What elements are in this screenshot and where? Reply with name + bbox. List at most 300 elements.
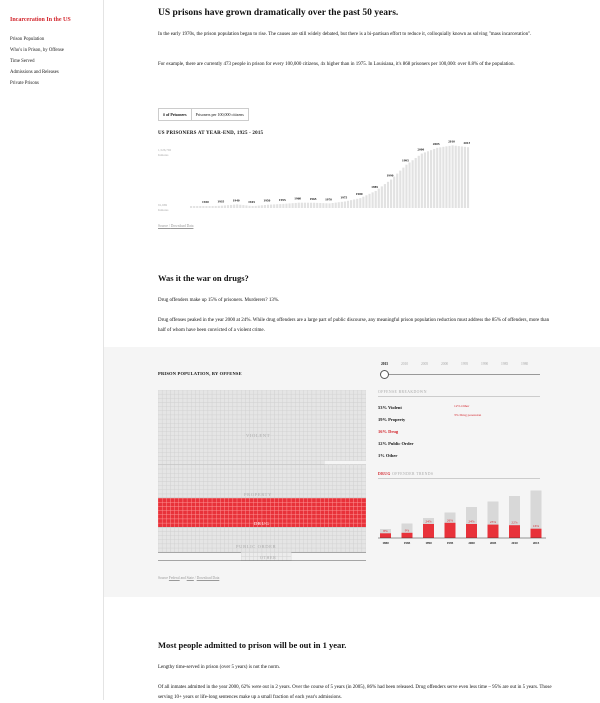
drug-cell xyxy=(266,515,270,519)
drug-cell xyxy=(175,515,179,519)
source-state-link[interactable]: State xyxy=(186,576,194,580)
property-cell xyxy=(266,469,270,473)
violent-cell xyxy=(291,407,295,411)
property-cell xyxy=(308,482,312,486)
download-data-link[interactable]: Download Data xyxy=(170,224,194,228)
property-cell xyxy=(166,482,170,486)
violent-cell xyxy=(237,398,241,402)
violent-cell xyxy=(162,423,166,427)
violent-cell xyxy=(358,419,362,423)
violent-cell xyxy=(200,436,204,440)
drug-cell xyxy=(170,506,174,510)
public-order-cell xyxy=(283,548,287,552)
toggle-num-prisoners[interactable]: # of Prisoners xyxy=(159,109,192,120)
violent-cell xyxy=(299,461,303,465)
property-cell xyxy=(245,465,249,469)
violent-cell xyxy=(166,394,170,398)
violent-cell xyxy=(212,440,216,444)
public-order-cell xyxy=(337,536,341,540)
drug-value-label: 26% xyxy=(446,518,454,523)
violent-cell xyxy=(329,448,333,452)
violent-cell xyxy=(266,407,270,411)
drug-cell xyxy=(358,511,362,515)
public-order-cell xyxy=(270,527,274,531)
violent-cell xyxy=(220,457,224,461)
property-cell xyxy=(345,473,349,477)
public-order-cell xyxy=(233,531,237,535)
property-cell xyxy=(258,482,262,486)
violent-cell xyxy=(162,407,166,411)
violent-cell xyxy=(312,432,316,436)
public-order-cell xyxy=(175,548,179,552)
violent-cell xyxy=(308,407,312,411)
violent-cell xyxy=(279,415,283,419)
violent-cell xyxy=(158,461,162,465)
violent-cell xyxy=(245,461,249,465)
violent-cell xyxy=(266,402,270,406)
violent-cell xyxy=(162,452,166,456)
property-cell xyxy=(162,473,166,477)
prisoners-bar xyxy=(301,203,303,208)
other-cell xyxy=(250,556,254,560)
drug-cell xyxy=(274,502,278,506)
violent-cell xyxy=(225,415,229,419)
public-order-cell xyxy=(362,536,366,540)
public-order-cell xyxy=(304,544,308,548)
violent-cell xyxy=(195,448,199,452)
violent-cell xyxy=(195,444,199,448)
drug-cell xyxy=(274,511,278,515)
violent-cell xyxy=(262,444,266,448)
violent-cell xyxy=(220,390,224,394)
violent-cell xyxy=(333,440,337,444)
drug-cell xyxy=(212,511,216,515)
drug-cell xyxy=(337,523,341,527)
public-order-cell xyxy=(349,540,353,544)
sidebar-item-prison-population[interactable]: Prison Population xyxy=(10,37,45,42)
violent-cell xyxy=(362,415,366,419)
violent-cell xyxy=(225,398,229,402)
property-cell xyxy=(208,494,212,498)
violent-cell xyxy=(220,448,224,452)
violent-cell xyxy=(333,415,337,419)
drug-cell xyxy=(274,515,278,519)
sidebar-item-by-offense[interactable]: Who's in Prison, by Offense xyxy=(10,48,64,53)
drug-cell xyxy=(266,498,270,502)
violent-cell xyxy=(341,419,345,423)
violent-cell xyxy=(250,423,254,427)
violent-cell xyxy=(262,407,266,411)
public-order-cell xyxy=(241,531,245,535)
drug-cell xyxy=(233,498,237,502)
violent-cell xyxy=(195,432,199,436)
property-cell xyxy=(320,477,324,481)
violent-cell xyxy=(320,402,324,406)
property-cell xyxy=(158,473,162,477)
year-2000[interactable]: 2000 xyxy=(441,362,449,366)
public-order-cell xyxy=(204,540,208,544)
violent-cell xyxy=(262,461,266,465)
drug-cell xyxy=(204,506,208,510)
violent-cell xyxy=(245,402,249,406)
year-1995[interactable]: 1995 xyxy=(461,362,469,366)
drug-cell xyxy=(245,502,249,506)
public-order-cell xyxy=(291,531,295,535)
violent-cell xyxy=(216,427,220,431)
violent-cell xyxy=(204,452,208,456)
drug-cell xyxy=(337,502,341,506)
drug-cell xyxy=(320,498,324,502)
property-cell xyxy=(337,473,341,477)
year-slider-handle[interactable] xyxy=(380,370,389,379)
violent-cell xyxy=(204,394,208,398)
violent-cell xyxy=(362,444,366,448)
year-1985[interactable]: 1985 xyxy=(501,362,509,366)
year-1980[interactable]: 1980 xyxy=(521,362,529,366)
violent-cell xyxy=(337,436,341,440)
violent-cell xyxy=(229,402,233,406)
violent-cell xyxy=(270,394,274,398)
violent-cell xyxy=(316,398,320,402)
violent-cell xyxy=(195,423,199,427)
drug-cell xyxy=(220,515,224,519)
property-cell xyxy=(262,482,266,486)
violent-cell xyxy=(349,444,353,448)
violent-cell xyxy=(312,394,316,398)
public-order-cell xyxy=(258,536,262,540)
prisoners-bar xyxy=(248,206,250,208)
site-title[interactable]: Incarceration In the US xyxy=(10,17,71,23)
public-order-cell xyxy=(329,531,333,535)
violent-cell xyxy=(304,411,308,415)
other-cell xyxy=(241,556,245,560)
prisoners-bar xyxy=(227,205,229,208)
year-label: 1930 xyxy=(202,200,209,204)
sidebar-item-time-served[interactable]: Time Served xyxy=(10,59,35,64)
public-order-cell xyxy=(316,531,320,535)
property-cell xyxy=(320,494,324,498)
property-cell xyxy=(329,486,333,490)
drug-cell xyxy=(287,502,291,506)
drug-cell xyxy=(312,511,316,515)
violent-cell xyxy=(308,461,312,465)
violent-cell xyxy=(179,461,183,465)
violent-cell xyxy=(270,390,274,394)
violent-cell xyxy=(295,427,299,431)
violent-cell xyxy=(345,432,349,436)
property-cell xyxy=(233,465,237,469)
public-order-cell xyxy=(220,540,224,544)
drug-cell xyxy=(362,519,366,523)
drug-cell xyxy=(333,502,337,506)
violent-cell xyxy=(229,411,233,415)
violent-cell xyxy=(312,411,316,415)
public-order-cell xyxy=(362,527,366,531)
violent-cell xyxy=(216,402,220,406)
public-order-cell xyxy=(287,531,291,535)
drug-cell xyxy=(262,511,266,515)
download-data-link-2[interactable]: Download Data xyxy=(196,576,220,580)
public-order-cell xyxy=(266,531,270,535)
property-cell xyxy=(170,494,174,498)
violent-cell xyxy=(158,407,162,411)
violent-cell xyxy=(341,448,345,452)
violent-cell xyxy=(304,436,308,440)
property-cell xyxy=(208,486,212,490)
section1-paragraph-1: In the early 1970s, the prison population began to rise. The causes are still widely debated, but there is a bi-partisan effort to reduce it, colloquially known as solving "mass incarceration". xyxy=(158,32,532,37)
year-2010[interactable]: 2010 xyxy=(401,362,409,366)
drug-cell xyxy=(187,519,191,523)
property-cell xyxy=(191,477,195,481)
drug-cell xyxy=(362,511,366,515)
public-order-cell xyxy=(175,540,179,544)
violent-cell xyxy=(233,423,237,427)
property-cell xyxy=(283,490,287,494)
year-2015[interactable]: 2015 xyxy=(381,362,389,366)
violent-cell xyxy=(362,440,366,444)
property-cell xyxy=(229,465,233,469)
public-order-cell xyxy=(254,536,258,540)
violent-cell xyxy=(324,411,328,415)
toggle-per-100k[interactable]: Prisoners per 100,000 citizens xyxy=(195,112,244,117)
violent-cell xyxy=(316,452,320,456)
violent-cell xyxy=(354,407,358,411)
violent-cell xyxy=(216,436,220,440)
public-order-cell xyxy=(283,544,287,548)
public-order-cell xyxy=(191,544,195,548)
violent-cell xyxy=(162,402,166,406)
sidebar-item-admissions[interactable]: Admissions and Releases xyxy=(10,70,59,75)
public-order-cell xyxy=(362,544,366,548)
violent-cell xyxy=(329,407,333,411)
violent-cell xyxy=(274,440,278,444)
violent-cell xyxy=(324,448,328,452)
violent-cell xyxy=(179,436,183,440)
violent-cell xyxy=(320,436,324,440)
year-1990[interactable]: 1990 xyxy=(481,362,489,366)
drug-bar xyxy=(466,524,477,538)
prisoners-bar xyxy=(332,203,334,208)
public-order-cell xyxy=(299,527,303,531)
public-order-cell xyxy=(250,527,254,531)
drug-cell xyxy=(250,506,254,510)
public-order-cell xyxy=(158,544,162,548)
violent-cell xyxy=(320,394,324,398)
violent-cell xyxy=(245,398,249,402)
violent-cell xyxy=(158,436,162,440)
violent-cell xyxy=(258,419,262,423)
prisoners-bar xyxy=(245,205,247,208)
violent-cell xyxy=(241,411,245,415)
public-order-cell xyxy=(291,540,295,544)
property-cell xyxy=(291,494,295,498)
violent-cell xyxy=(349,457,353,461)
property-cell xyxy=(349,473,353,477)
violent-cell xyxy=(283,398,287,402)
drug-cell xyxy=(187,511,191,515)
violent-cell xyxy=(324,432,328,436)
property-cell xyxy=(158,465,162,469)
violent-cell xyxy=(183,432,187,436)
violent-cell xyxy=(287,394,291,398)
property-cell xyxy=(254,482,258,486)
property-cell xyxy=(291,469,295,473)
violent-cell xyxy=(258,398,262,402)
public-order-cell xyxy=(349,544,353,548)
property-cell xyxy=(299,482,303,486)
year-label: 1945 xyxy=(248,200,255,204)
public-order-cell xyxy=(279,540,283,544)
violent-cell xyxy=(220,398,224,402)
violent-cell xyxy=(349,432,353,436)
violent-cell xyxy=(291,457,295,461)
property-cell xyxy=(183,490,187,494)
violent-cell xyxy=(362,457,366,461)
property-cell xyxy=(191,473,195,477)
violent-cell xyxy=(329,427,333,431)
violent-cell xyxy=(291,423,295,427)
public-order-cell xyxy=(220,536,224,540)
property-cell xyxy=(266,482,270,486)
violent-cell xyxy=(166,402,170,406)
violent-cell xyxy=(299,448,303,452)
violent-cell xyxy=(183,419,187,423)
violent-cell xyxy=(158,394,162,398)
prisoners-bar xyxy=(412,160,414,208)
property-cell xyxy=(312,490,316,494)
violent-cell xyxy=(333,457,337,461)
violent-cell xyxy=(270,444,274,448)
source-link[interactable]: Source xyxy=(158,224,168,228)
violent-cell xyxy=(312,415,316,419)
drug-cell xyxy=(158,523,162,527)
violent-cell xyxy=(349,423,353,427)
violent-cell xyxy=(220,436,224,440)
violent-cell xyxy=(254,461,258,465)
drug-cell xyxy=(341,498,345,502)
violent-cell xyxy=(266,394,270,398)
prisoners-bar xyxy=(399,171,401,208)
prisoners-bar xyxy=(193,206,195,208)
public-order-cell xyxy=(279,527,283,531)
public-order-cell xyxy=(274,536,278,540)
violent-cell xyxy=(233,402,237,406)
drug-cell xyxy=(308,511,312,515)
property-cell xyxy=(237,490,241,494)
property-cell xyxy=(250,469,254,473)
drug-cell xyxy=(191,506,195,510)
violent-cell xyxy=(283,427,287,431)
property-cell xyxy=(316,490,320,494)
property-cell xyxy=(179,465,183,469)
property-cell xyxy=(254,465,258,469)
public-order-cell xyxy=(208,544,212,548)
drug-cell xyxy=(304,511,308,515)
violent-cell xyxy=(212,448,216,452)
violent-cell xyxy=(175,436,179,440)
property-cell xyxy=(354,473,358,477)
property-cell xyxy=(191,465,195,469)
violent-cell xyxy=(329,415,333,419)
violent-cell xyxy=(237,461,241,465)
public-order-cell xyxy=(333,527,337,531)
violent-cell xyxy=(270,432,274,436)
violent-cell xyxy=(324,407,328,411)
violent-cell xyxy=(241,423,245,427)
sidebar-item-private-prisons[interactable]: Private Prisons xyxy=(10,81,39,86)
violent-cell xyxy=(187,402,191,406)
drug-cell xyxy=(200,515,204,519)
violent-cell xyxy=(312,444,316,448)
violent-cell xyxy=(341,440,345,444)
drug-cell xyxy=(354,519,358,523)
year-slider-track[interactable] xyxy=(384,374,540,375)
drug-cell xyxy=(287,506,291,510)
property-cell xyxy=(324,482,328,486)
drug-cell xyxy=(358,498,362,502)
violent-cell xyxy=(212,402,216,406)
violent-cell xyxy=(258,444,262,448)
violent-cell xyxy=(229,419,233,423)
prisoners-bar xyxy=(335,203,337,208)
violent-cell xyxy=(291,398,295,402)
drug-cell xyxy=(320,511,324,515)
prisoners-bar xyxy=(304,203,306,208)
drug-cell xyxy=(349,515,353,519)
drug-cell xyxy=(316,519,320,523)
property-cell xyxy=(287,465,291,469)
prisoners-bar xyxy=(350,200,352,208)
prisoners-bar xyxy=(433,149,435,208)
property-cell xyxy=(299,469,303,473)
violent-cell xyxy=(245,448,249,452)
property-cell xyxy=(299,477,303,481)
prisoners-bar xyxy=(242,205,244,208)
violent-cell xyxy=(162,432,166,436)
prisoners-bar xyxy=(298,203,300,208)
drug-cell xyxy=(195,515,199,519)
drug-cell xyxy=(324,498,328,502)
public-order-cell xyxy=(354,540,358,544)
public-order-cell xyxy=(216,548,220,552)
violent-cell xyxy=(254,394,258,398)
violent-cell xyxy=(162,390,166,394)
violent-cell xyxy=(220,394,224,398)
violent-cell xyxy=(299,402,303,406)
year-2005[interactable]: 2005 xyxy=(421,362,429,366)
violent-cell xyxy=(270,457,274,461)
drug-cell xyxy=(245,523,249,527)
public-order-cell xyxy=(166,540,170,544)
drug-cell xyxy=(200,498,204,502)
drug-cell xyxy=(158,502,162,506)
violent-cell xyxy=(225,419,229,423)
violent-cell xyxy=(349,398,353,402)
public-order-cell xyxy=(170,527,174,531)
drug-trend-chart xyxy=(378,483,546,549)
drug-cell xyxy=(345,498,349,502)
public-order-cell xyxy=(200,548,204,552)
violent-cell xyxy=(204,427,208,431)
violent-cell xyxy=(208,394,212,398)
public-order-cell xyxy=(329,527,333,531)
violent-cell xyxy=(245,457,249,461)
source-federal-link[interactable]: Federal xyxy=(168,576,180,580)
violent-cell xyxy=(283,394,287,398)
violent-cell xyxy=(308,415,312,419)
violent-cell xyxy=(254,452,258,456)
public-order-cell xyxy=(216,544,220,548)
